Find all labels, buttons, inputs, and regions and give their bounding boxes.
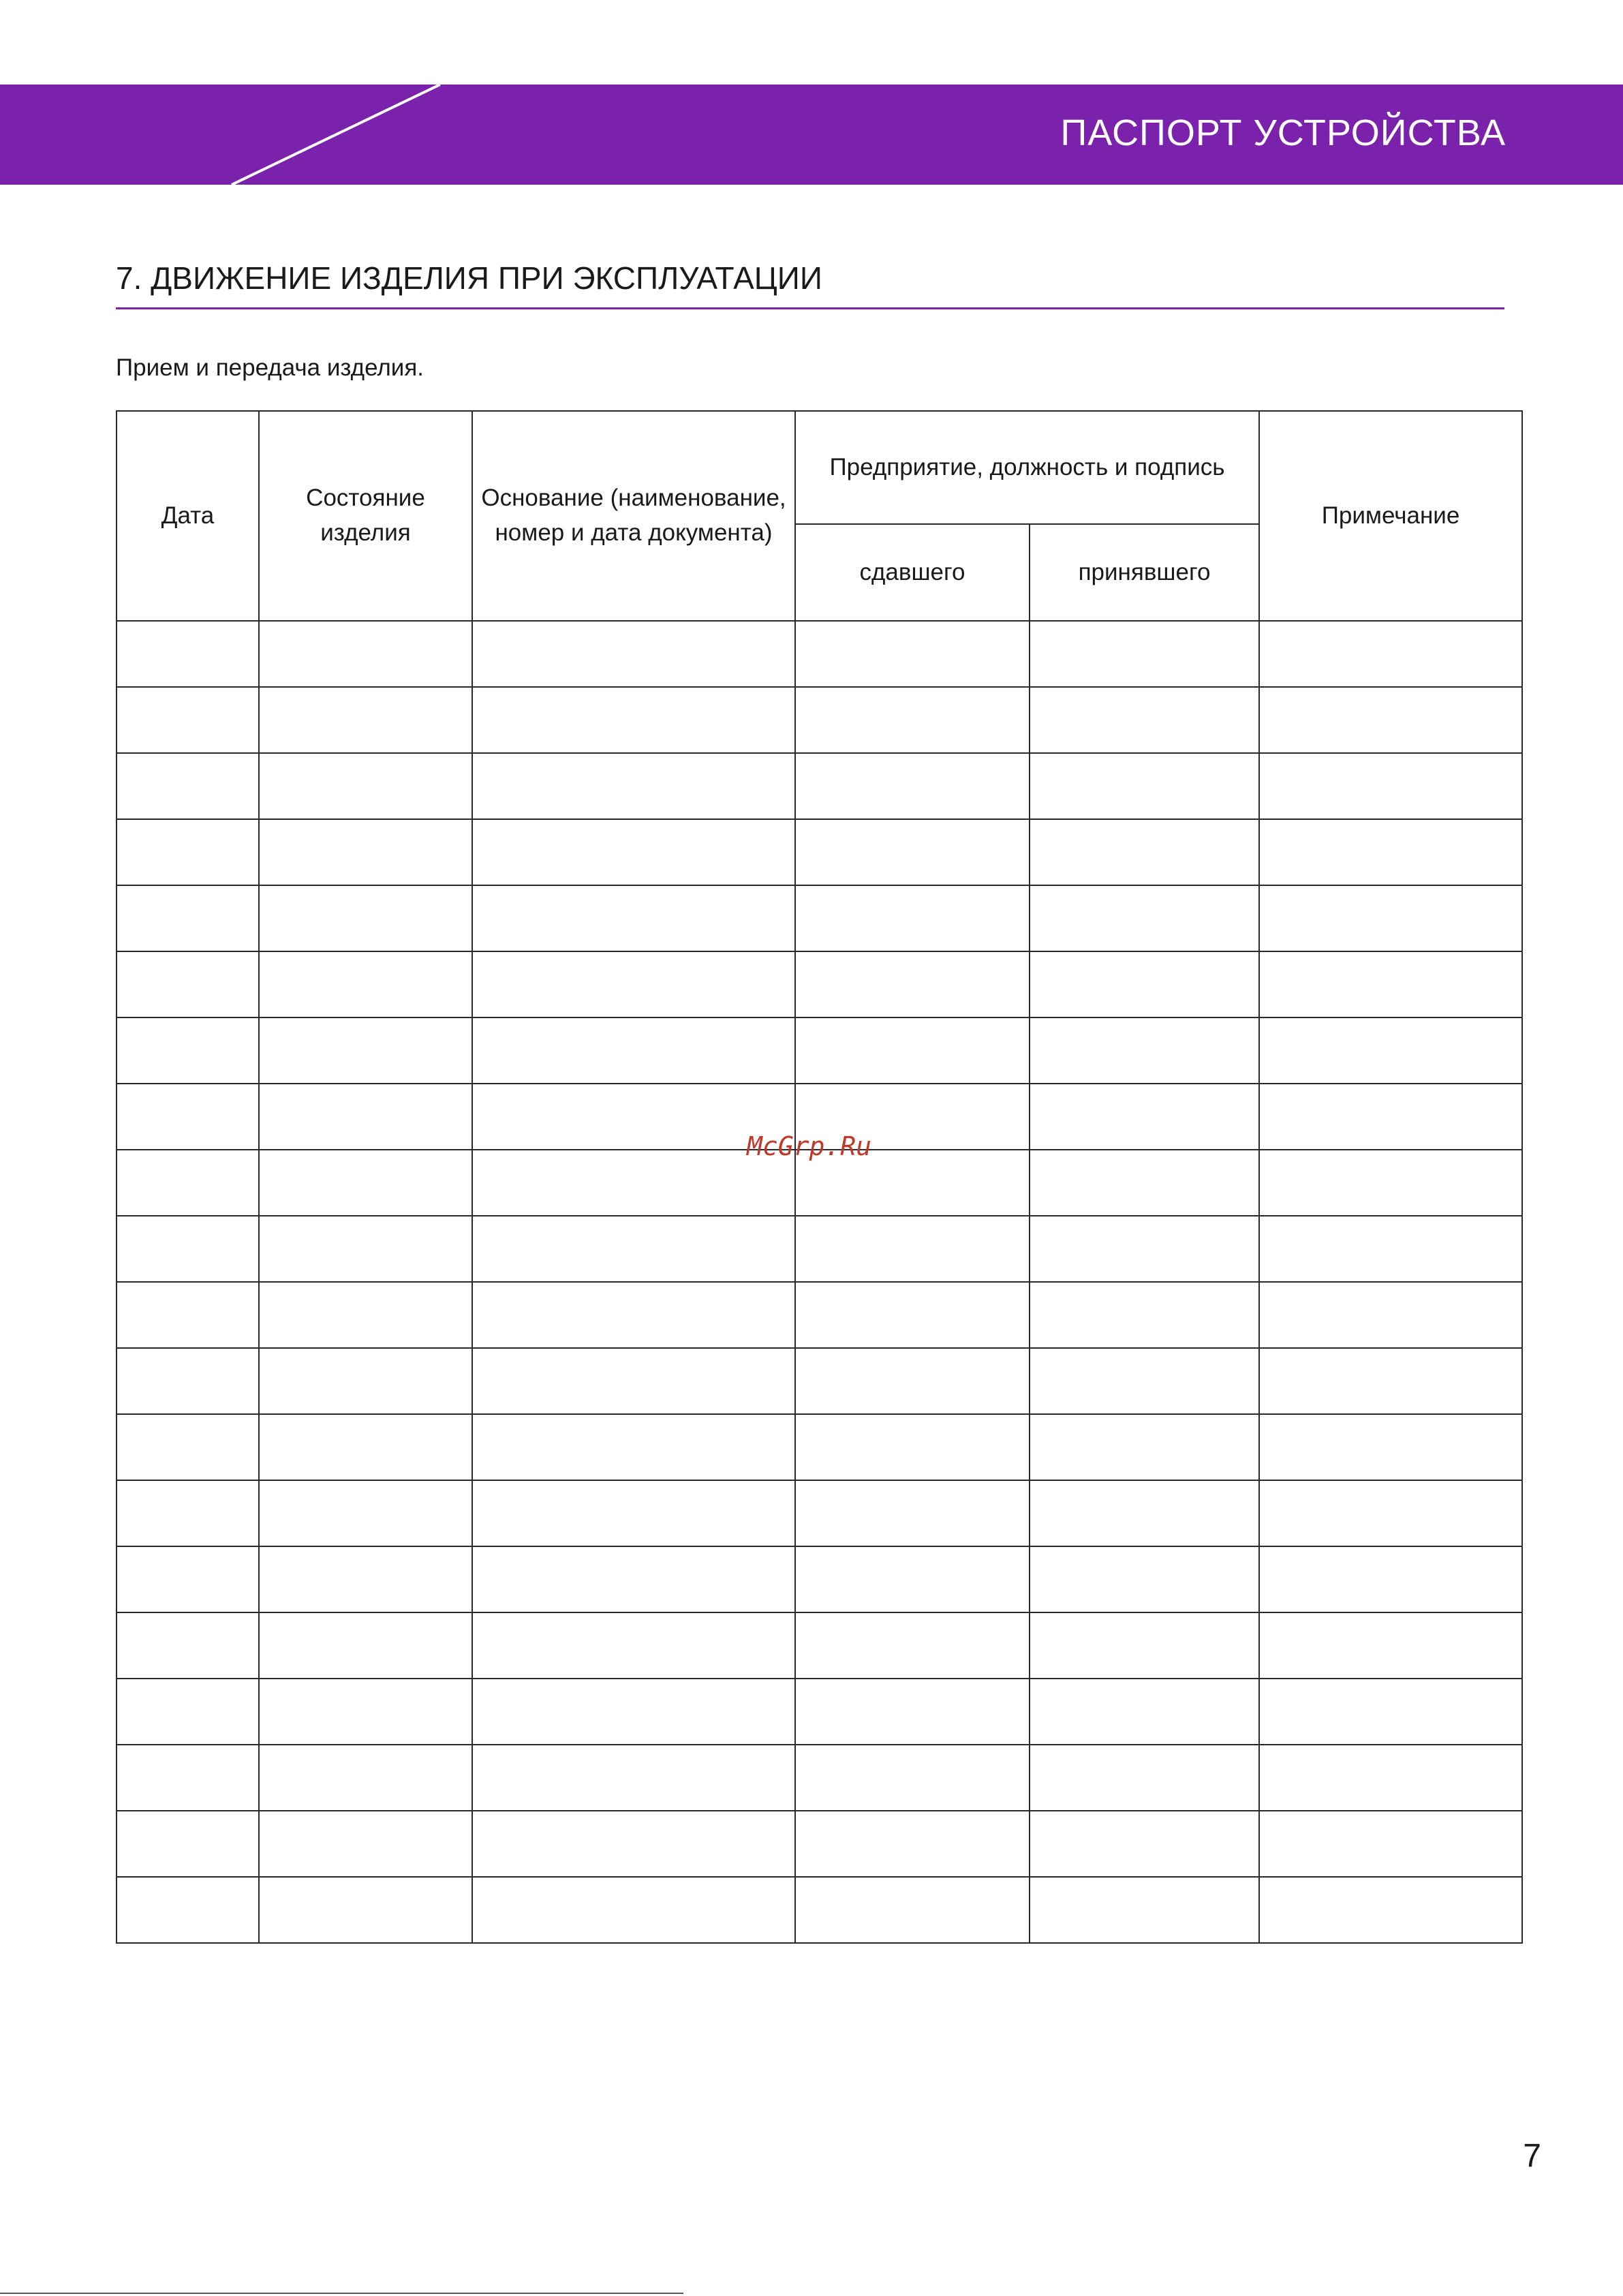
table-cell-date [117,621,259,687]
table-cell-state [259,1348,472,1414]
table-cell-note [1259,951,1522,1017]
table-cell-handed-over [795,1811,1030,1877]
table-cell-state [259,951,472,1017]
table-cell-received [1030,1612,1259,1679]
table-cell-basis [472,1017,795,1084]
table-cell-note [1259,1811,1522,1877]
table-cell-basis [472,1612,795,1679]
table-cell-basis [472,1480,795,1546]
table-cell-basis [472,687,795,753]
table-cell-basis [472,1414,795,1480]
table-cell-note [1259,1150,1522,1216]
table-cell-note [1259,1282,1522,1348]
table-cell-date [117,819,259,885]
table-cell-state [259,1480,472,1546]
table-cell-received [1030,1679,1259,1745]
table-cell-basis [472,1282,795,1348]
table-row [117,1679,1522,1745]
table-cell-received [1030,1084,1259,1150]
table-cell-received [1030,1348,1259,1414]
table-cell-note [1259,1679,1522,1745]
table-cell-state [259,1282,472,1348]
table-cell-note [1259,819,1522,885]
column-header-note: Примечание [1259,411,1522,621]
table-cell-date [117,1811,259,1877]
table-cell-state [259,819,472,885]
table-cell-basis [472,1546,795,1612]
table-cell-received [1030,1216,1259,1282]
table-row [117,951,1522,1017]
table-cell-handed-over [795,1282,1030,1348]
table-cell-date [117,1612,259,1679]
table-cell-handed-over [795,1546,1030,1612]
table-cell-note [1259,687,1522,753]
table-cell-basis [472,621,795,687]
table-cell-date [117,951,259,1017]
table-row [117,1745,1522,1811]
table-cell-received [1030,1745,1259,1811]
column-header-enterprise-group: Предприятие, должность и подпись [795,411,1259,524]
footer-rule [0,2293,683,2294]
table-cell-received [1030,1480,1259,1546]
table-row [117,687,1522,753]
table-row [117,885,1522,951]
table-row [117,819,1522,885]
table-cell-note [1259,621,1522,687]
table-cell-state [259,1084,472,1150]
table-cell-date [117,1414,259,1480]
column-header-date: Дата [117,411,259,621]
table-cell-basis [472,885,795,951]
table-row [117,1282,1522,1348]
header-band [0,85,1623,185]
section-title: 7. ДВИЖЕНИЕ ИЗДЕЛИЯ ПРИ ЭКСПЛУАТАЦИИ [116,260,822,296]
table-row [117,1414,1522,1480]
table-cell-received [1030,951,1259,1017]
table-row [117,1216,1522,1282]
table-cell-state [259,1546,472,1612]
table-cell-handed-over [795,885,1030,951]
table-cell-received [1030,1282,1259,1348]
table-row [117,1348,1522,1414]
table-cell-state [259,753,472,819]
column-header-state: Состояние изделия [259,411,472,621]
table-cell-basis [472,1216,795,1282]
table-cell-handed-over [795,1480,1030,1546]
table-cell-received [1030,621,1259,687]
table-cell-state [259,687,472,753]
table-cell-received [1030,1017,1259,1084]
table-cell-basis [472,1811,795,1877]
table-cell-date [117,1017,259,1084]
column-header-basis: Основание (наименование, номер и дата документа) [472,411,795,621]
table-cell-handed-over [795,687,1030,753]
table-cell-state [259,1612,472,1679]
table-cell-received [1030,819,1259,885]
table-cell-note [1259,1480,1522,1546]
table-cell-date [117,1216,259,1282]
section-divider [116,307,1504,309]
table-cell-handed-over [795,1877,1030,1943]
table-cell-handed-over [795,819,1030,885]
table-cell-date [117,1877,259,1943]
table-cell-handed-over [795,1679,1030,1745]
table-cell-date [117,1084,259,1150]
table-cell-date [117,885,259,951]
table-cell-date [117,1480,259,1546]
table-cell-note [1259,1414,1522,1480]
table-row [117,1877,1522,1943]
table-row [117,1546,1522,1612]
table-cell-handed-over [795,753,1030,819]
header-title: ПАСПОРТ УСТРОЙСТВА [1060,112,1506,153]
table-cell-state [259,1745,472,1811]
table-body [117,621,1522,1943]
table-cell-handed-over [795,1017,1030,1084]
table-row [117,1811,1522,1877]
table-header-row [117,411,1522,524]
table-cell-received [1030,687,1259,753]
table-cell-note [1259,1877,1522,1943]
table-cell-date [117,1348,259,1414]
table-cell-handed-over [795,1216,1030,1282]
table-row [117,753,1522,819]
table-cell-date [117,687,259,753]
table-cell-note [1259,1216,1522,1282]
table-row [117,1480,1522,1546]
table-cell-state [259,621,472,687]
table-cell-received [1030,1811,1259,1877]
page-number: 7 [1523,2138,1541,2174]
table-row [117,1612,1522,1679]
table-cell-state [259,885,472,951]
table-cell-note [1259,1348,1522,1414]
table-cell-state [259,1679,472,1745]
table-cell-basis [472,1877,795,1943]
section-subtitle: Прием и передача изделия. [116,354,424,381]
table-cell-basis [472,951,795,1017]
table-cell-handed-over [795,1348,1030,1414]
transfer-log-table [116,410,1523,1944]
table-cell-state [259,1877,472,1943]
column-header-handed-over: сдавшего [795,524,1030,621]
table-cell-state [259,1150,472,1216]
table-cell-handed-over [795,1745,1030,1811]
watermark: McGrp.Ru [747,1131,872,1161]
table-cell-handed-over [795,1612,1030,1679]
table-cell-state [259,1017,472,1084]
table-cell-note [1259,753,1522,819]
table-cell-received [1030,1877,1259,1943]
table-cell-note [1259,1017,1522,1084]
table-cell-basis [472,753,795,819]
table-cell-date [117,753,259,819]
table-row [117,1017,1522,1084]
table-cell-basis [472,1348,795,1414]
table-cell-handed-over [795,621,1030,687]
table-cell-date [117,1150,259,1216]
table-cell-handed-over [795,1414,1030,1480]
table-cell-handed-over [795,951,1030,1017]
table-cell-basis [472,1679,795,1745]
table-cell-state [259,1414,472,1480]
table-cell-note [1259,1546,1522,1612]
table-cell-state [259,1811,472,1877]
table-cell-state [259,1216,472,1282]
table-cell-received [1030,885,1259,951]
table-cell-basis [472,819,795,885]
table-cell-date [117,1745,259,1811]
table-cell-note [1259,1612,1522,1679]
table-cell-note [1259,885,1522,951]
table-cell-received [1030,1150,1259,1216]
table-cell-received [1030,1546,1259,1612]
table-cell-note [1259,1084,1522,1150]
column-header-received: принявшего [1030,524,1259,621]
table-cell-date [117,1679,259,1745]
table-row [117,621,1522,687]
table-cell-date [117,1546,259,1612]
table-cell-date [117,1282,259,1348]
table-cell-basis [472,1745,795,1811]
table-cell-received [1030,753,1259,819]
table-cell-note [1259,1745,1522,1811]
table-cell-received [1030,1414,1259,1480]
